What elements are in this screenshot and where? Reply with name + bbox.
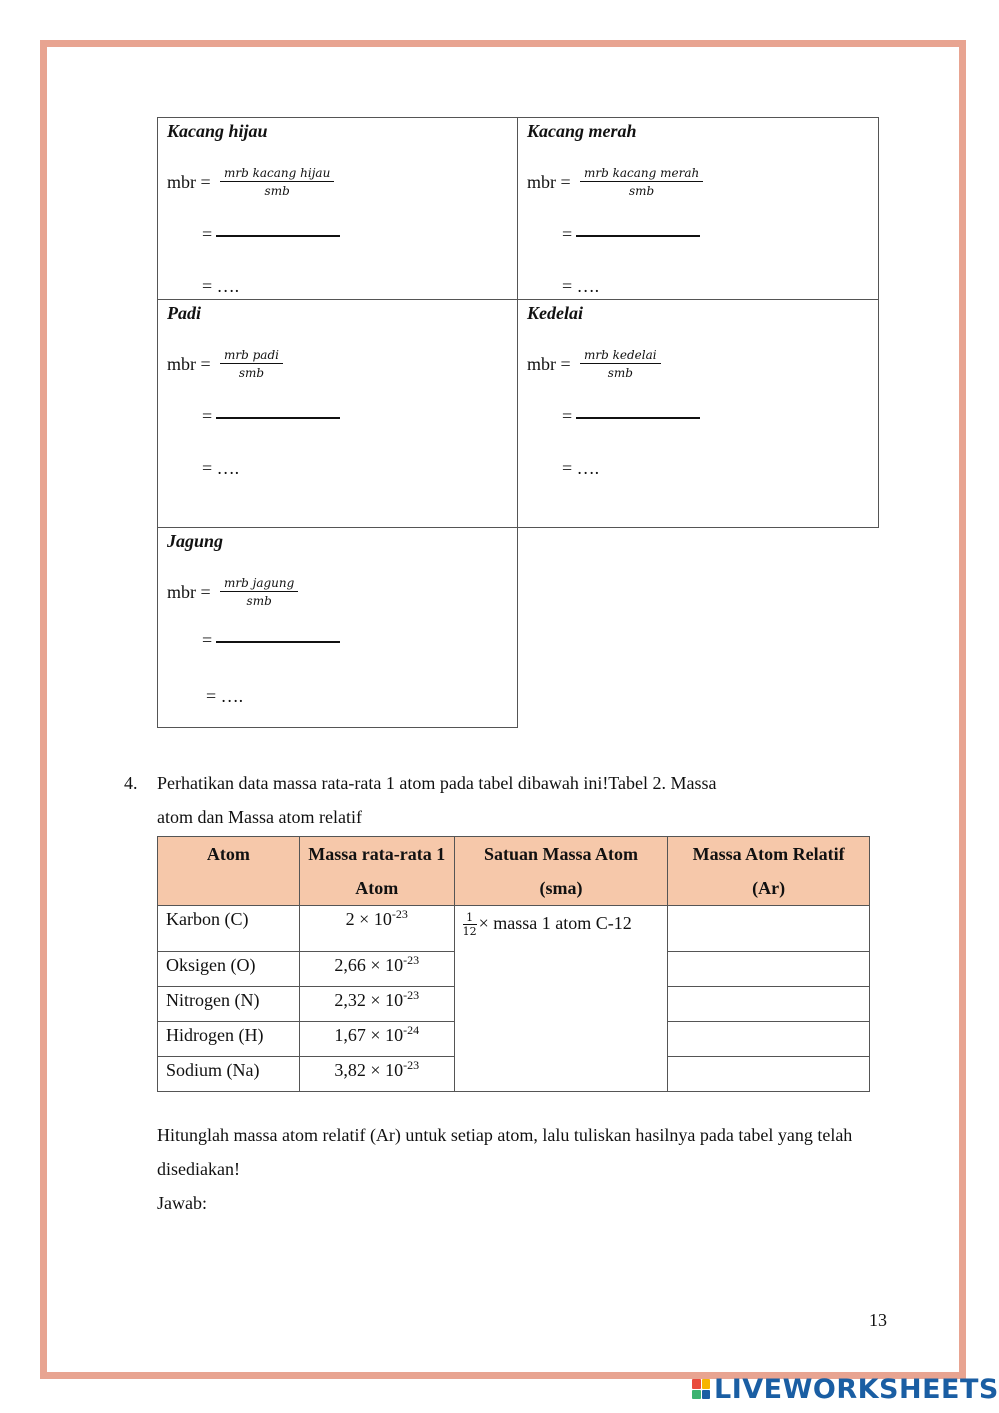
cell-title: Kacang hijau [167,121,268,141]
header-ar: Massa Atom Relatif (Ar) [668,837,870,906]
cell-title: Jagung [167,531,224,551]
cell-title: Padi [167,303,201,323]
fraction: mrb kacang hijau smb [220,165,334,200]
atom-name: Nitrogen (N) [158,987,300,1022]
result-line: = …. [202,458,240,478]
cell-padi [157,299,518,528]
result-line: = …. [206,686,244,706]
fraction: mrb kacang merah smb [580,165,703,200]
cell-jagung [157,527,518,728]
blank-answer-line[interactable]: = [562,224,700,245]
mbr-label: mbr = [167,582,211,602]
logo-text: LIVEWORKSHEETS [714,1373,999,1405]
atom-name: Hidrogen (H) [158,1022,300,1057]
page-number: 13 [869,1310,887,1330]
atom-name: Oksigen (O) [158,952,300,987]
atom-mass: $1,67 \times 10^{-24}$ [299,1022,454,1057]
table-row [158,906,870,952]
fraction: mrb padi smb [220,347,283,382]
cell-kedelai [517,299,879,528]
blank-answer-line[interactable]: = [562,406,700,427]
cell-title: Kacang merah [527,121,637,141]
atom-name: Karbon (C) [158,906,300,952]
cell-title: Kedelai [527,303,583,323]
result-line: = …. [202,276,240,296]
ar-answer-cell[interactable] [668,906,870,952]
header-sma: Satuan Massa Atom (sma) [454,837,668,906]
atom-mass: $2 \times 10^{-23}$ [299,906,454,952]
atom-mass: $2,32 \times 10^{-23}$ [299,987,454,1022]
sma-definition: $\frac{1}{12}$ × massa 1 atom C-12 [454,906,668,1092]
liveworksheets-icon [692,1379,710,1399]
ar-answer-cell[interactable] [668,952,870,987]
question-text: Perhatikan data massa rata-rata 1 atom pada tabel dibawah ini!Tabel 2. Massa atom dan Massa atom relatif [157,773,717,827]
atom-mass: $3,82 \times 10^{-23}$ [299,1057,454,1092]
answer-label: Jawab: [157,1193,207,1213]
calculation-table [157,117,879,728]
fraction: $\frac{1}{12}$ [462,911,477,939]
atom-mass-table [157,836,870,1092]
blank-answer-line[interactable]: = [202,406,340,427]
mbr-label: mbr = [527,172,571,192]
ar-answer-cell[interactable] [668,987,870,1022]
result-line: = …. [562,458,600,478]
mbr-label: mbr = [167,172,211,192]
cell-kacang-merah [517,117,879,300]
instructions [157,1118,877,1220]
question-number: 4. [124,773,138,793]
atom-name: Sodium (Na) [158,1057,300,1092]
blank-answer-line[interactable]: = [202,224,340,245]
ar-answer-cell[interactable] [668,1022,870,1057]
result-line: = …. [562,276,600,296]
liveworksheets-logo [692,1374,999,1404]
header-mass: Massa rata-rata 1 Atom [299,837,454,906]
fraction: mrb jagung smb [220,575,298,610]
blank-answer-line[interactable]: = [202,630,340,651]
table-header-row [158,837,870,906]
mbr-label: mbr = [527,354,571,374]
mbr-label: mbr = [167,354,211,374]
fraction: mrb kedelai smb [580,347,661,382]
instruction-text: Hitunglah massa atom relatif (Ar) untuk setiap atom, lalu tuliskan hasilnya pada tabel yang telah disediakan! [157,1125,853,1179]
cell-kacang-hijau [157,117,518,300]
atom-mass: $2,66 \times 10^{-23}$ [299,952,454,987]
header-atom: Atom [158,837,300,906]
ar-answer-cell[interactable] [668,1057,870,1092]
